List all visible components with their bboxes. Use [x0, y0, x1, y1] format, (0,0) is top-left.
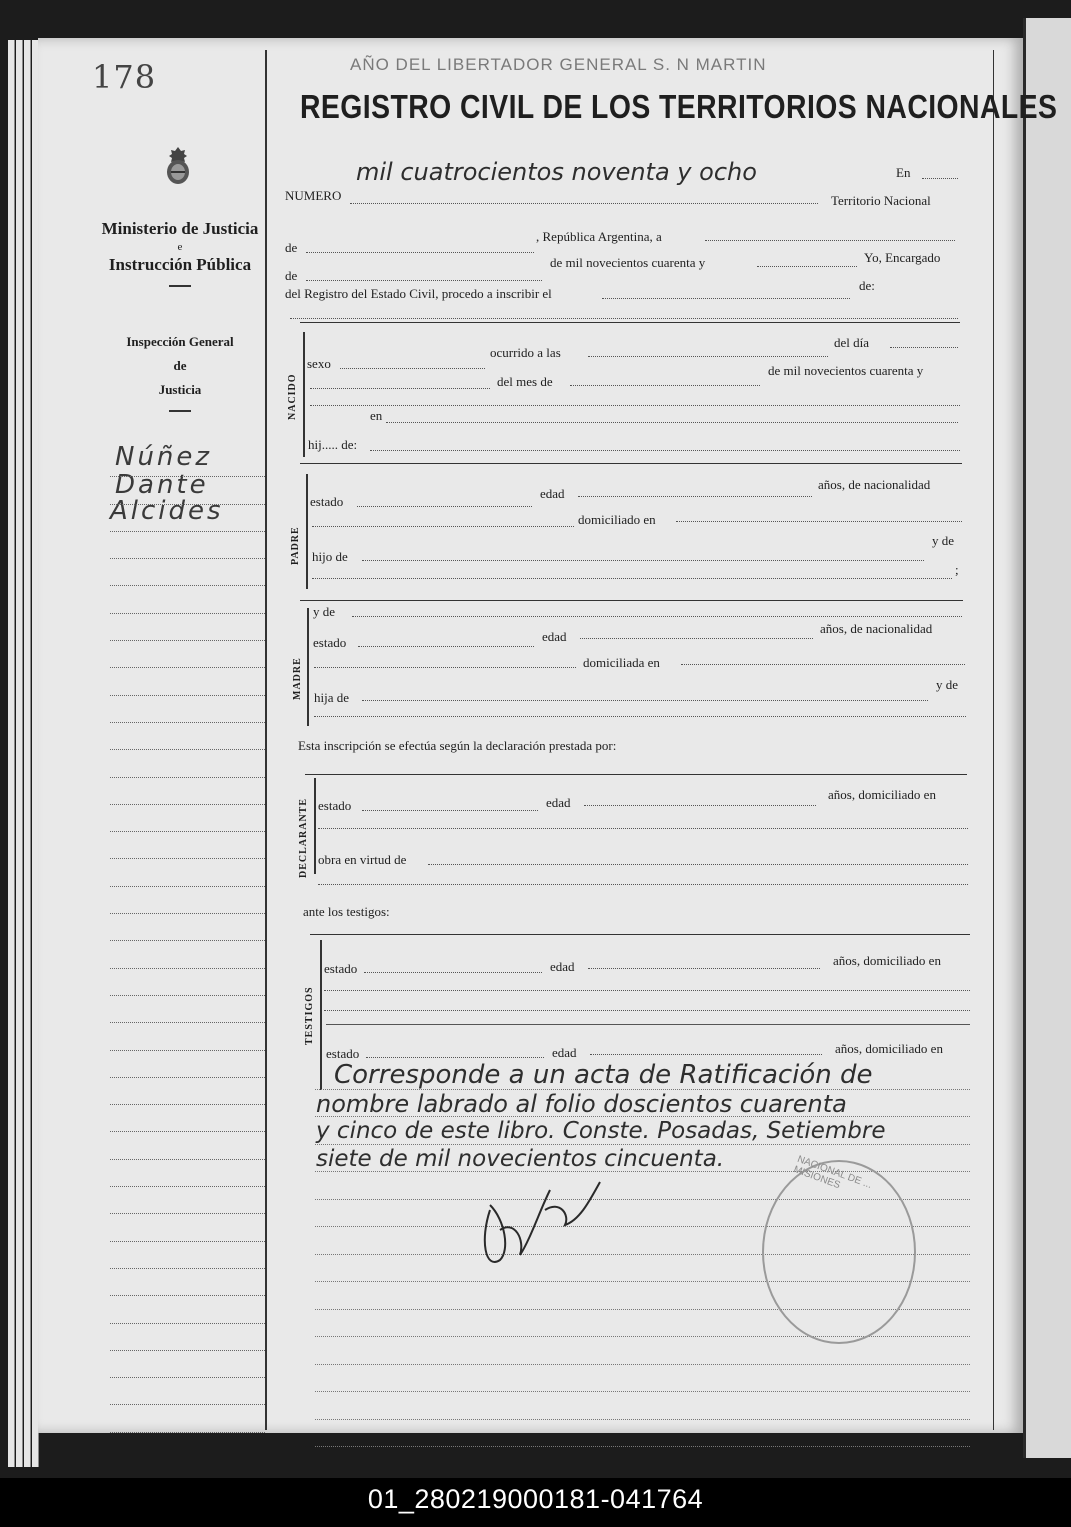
- madre-y-de-line: [352, 616, 962, 617]
- de-line: [306, 252, 534, 253]
- year-stamp: AÑO DEL LIBERTADOR GENERAL S. N MARTIN: [350, 55, 767, 74]
- numero-line: [350, 203, 818, 204]
- margin-middlename: Alcides: [110, 496, 224, 526]
- ministry-heading: [95, 217, 265, 295]
- annotation-line-3: y cinco de este libro. Conste. Posadas, Setiembre: [316, 1118, 886, 1144]
- sexo-label: sexo: [307, 356, 331, 371]
- testigo2-estado-label: estado: [326, 1046, 360, 1061]
- madre-hija-line: [362, 700, 928, 701]
- declarante-anos-label: años, domiciliado en: [828, 787, 936, 802]
- en-line: [922, 178, 958, 179]
- padre-top-rule: [300, 463, 962, 464]
- testigo2-edad-line: [590, 1054, 822, 1055]
- madre-y-de-label: y de: [936, 677, 959, 692]
- republica-line: [705, 240, 955, 241]
- book-page-edge: [16, 40, 23, 1467]
- de-mil-label: de mil novecientos cuarenta y: [550, 255, 706, 270]
- padre-dom-line: [676, 521, 962, 522]
- madre-dom-line: [681, 664, 965, 665]
- testigos-top-rule: [310, 934, 970, 935]
- padre-hijo-label: hijo de: [312, 549, 348, 564]
- madre-estado-line: [358, 646, 534, 647]
- nacido-en-label: en: [370, 408, 383, 423]
- nacido-bracket: [303, 332, 305, 457]
- testigo2-estado-line: [366, 1057, 544, 1058]
- de-line-2: [306, 280, 542, 281]
- testigo1-anos-label: años, domiciliado en: [833, 953, 941, 968]
- madre-line-4: [314, 716, 966, 717]
- image-identifier: 01_280219000181-041764: [0, 1478, 1071, 1527]
- madre-hija-label: hija de: [314, 690, 350, 705]
- testigos-label: TESTIGOS: [304, 986, 315, 1045]
- padre-hijo-line: [362, 560, 924, 561]
- hij-line: [370, 450, 960, 451]
- annotation-line-4: siete de mil novecientos cincuenta.: [316, 1146, 725, 1172]
- testigo1-edad-line: [588, 968, 820, 969]
- madre-edad-label: edad: [542, 629, 567, 644]
- declarante-estado-label: estado: [318, 798, 352, 813]
- padre-edad-label: edad: [540, 486, 565, 501]
- form-right-border: [993, 50, 994, 1430]
- ocurrido-label: ocurrido a las: [490, 345, 561, 360]
- separator-dash: [169, 410, 191, 412]
- declarante-bracket: [314, 778, 316, 874]
- official-seal: [762, 1153, 916, 1344]
- nacido-line-3: [310, 405, 960, 406]
- inscripcion-text: Esta inscripción se efectúa según la declaración prestada por:: [298, 738, 617, 753]
- folio-number: 178: [92, 58, 157, 96]
- padre-anos-label: años, de nacionalidad: [818, 477, 931, 492]
- padre-estado-line: [357, 506, 532, 507]
- ante-testigos-text: ante los testigos:: [303, 904, 390, 919]
- book-page-edge: [24, 40, 31, 1467]
- madre-estado-label: estado: [313, 635, 347, 650]
- margin-surname: Núñez: [115, 442, 213, 472]
- declarante-obra-label: obra en virtud de: [318, 852, 407, 867]
- madre-label: MADRE: [292, 657, 303, 700]
- en-label: En: [896, 165, 911, 180]
- mes-lead-line: [310, 388, 490, 389]
- padre-label: PADRE: [290, 526, 301, 565]
- declarante-edad-label: edad: [546, 795, 571, 810]
- declarante-line-4: [318, 884, 968, 885]
- seal-text: NACIONAL DE ... MISIONES: [791, 1153, 874, 1192]
- nacido-label: NACIDO: [287, 373, 298, 420]
- testigo1-estado-line: [364, 972, 542, 973]
- declarante-obra-line: [428, 864, 968, 865]
- madre-top-rule: [300, 600, 963, 601]
- declarante-estado-line: [362, 810, 538, 811]
- de-label-2: de: [285, 268, 298, 283]
- padre-y-de-label: y de: [932, 533, 955, 548]
- declarante-edad-line: [584, 805, 816, 806]
- sexo-line: [340, 368, 485, 369]
- testigo1-line-3: [324, 1010, 970, 1011]
- yo-encargado-label: Yo, Encargado: [864, 250, 941, 265]
- column-divider: [265, 50, 267, 1430]
- de-mil-line: [757, 266, 857, 267]
- testigos-mid-rule: [326, 1024, 970, 1025]
- padre-edad-line: [578, 496, 812, 497]
- testigo1-line-2: [324, 990, 970, 991]
- coat-of-arms-icon: [164, 145, 192, 185]
- madre-edad-line: [580, 638, 813, 639]
- ministry-line2: Instrucción Pública: [108, 255, 252, 274]
- padre-dom-lead: [312, 526, 574, 527]
- territorio-label: Territorio Nacional: [831, 193, 931, 208]
- de-label: de: [285, 240, 298, 255]
- registro-label: del Registro del Estado Civil, procedo a inscribir el: [285, 286, 552, 301]
- registrar-signature: [470, 1170, 610, 1280]
- declarante-line-2: [318, 828, 968, 829]
- margin-firstname: Dante: [115, 470, 209, 500]
- testigo1-edad-label: edad: [550, 959, 575, 974]
- del-mes-line: [570, 385, 760, 386]
- ministry-conjunction: e: [177, 241, 183, 253]
- del-dia-label: del día: [834, 335, 870, 350]
- book-page-edge: [8, 40, 15, 1467]
- padre-bracket: [306, 474, 308, 589]
- madre-domiciliada-label: domiciliada en: [583, 655, 660, 670]
- padre-semicolon: ;: [955, 562, 959, 577]
- madre-anos-label: años, de nacionalidad: [820, 621, 933, 636]
- annotation-line-2: nombre labrado al folio doscientos cuarenta: [316, 1090, 847, 1118]
- madre-y-de-top: y de: [313, 604, 336, 619]
- testigo1-estado-label: estado: [324, 961, 358, 976]
- republica-label: , República Argentina, a: [536, 229, 662, 244]
- margin-ruled-lines: [110, 450, 265, 1433]
- padre-estado-label: estado: [310, 494, 344, 509]
- nacido-en-line: [386, 422, 958, 423]
- padre-line-4: [312, 578, 952, 579]
- del-dia-line: [890, 347, 958, 348]
- inspection-line2: de: [173, 358, 187, 373]
- del-mes-label: del mes de: [497, 374, 553, 389]
- declarante-label: DECLARANTE: [298, 797, 309, 878]
- testigo2-anos-label: años, domiciliado en: [835, 1041, 943, 1056]
- facing-page-edge: [1023, 18, 1071, 1458]
- document-title: REGISTRO CIVIL DE LOS TERRITORIOS NACIONALES: [300, 88, 1058, 125]
- annotation-line-1: Corresponde a un acta de Ratificación de: [334, 1060, 873, 1090]
- madre-bracket: [307, 608, 309, 726]
- inspection-line3: Justicia: [158, 382, 202, 397]
- testigo2-edad-label: edad: [552, 1045, 577, 1060]
- registro-line: [602, 298, 850, 299]
- ministry-line1: Ministerio de Justicia: [101, 219, 259, 238]
- inspection-heading: [95, 330, 265, 420]
- separator-dash: [169, 285, 191, 287]
- de-colon-label: de:: [859, 278, 875, 293]
- numero-value: mil cuatrocientos noventa y ocho: [356, 158, 757, 186]
- registro-line-2: [290, 318, 958, 319]
- nacido-top-rule: [300, 322, 960, 323]
- hij-label: hij..... de:: [308, 437, 358, 452]
- padre-domiciliado-label: domiciliado en: [578, 512, 656, 527]
- numero-label: NUMERO: [285, 188, 342, 203]
- ocurrido-line: [588, 356, 828, 357]
- madre-dom-lead: [314, 667, 576, 668]
- inspection-line1: Inspección General: [126, 334, 234, 349]
- declarante-top-rule: [305, 774, 967, 775]
- nacido-de-mil-label: de mil novecientos cuarenta y: [768, 363, 924, 378]
